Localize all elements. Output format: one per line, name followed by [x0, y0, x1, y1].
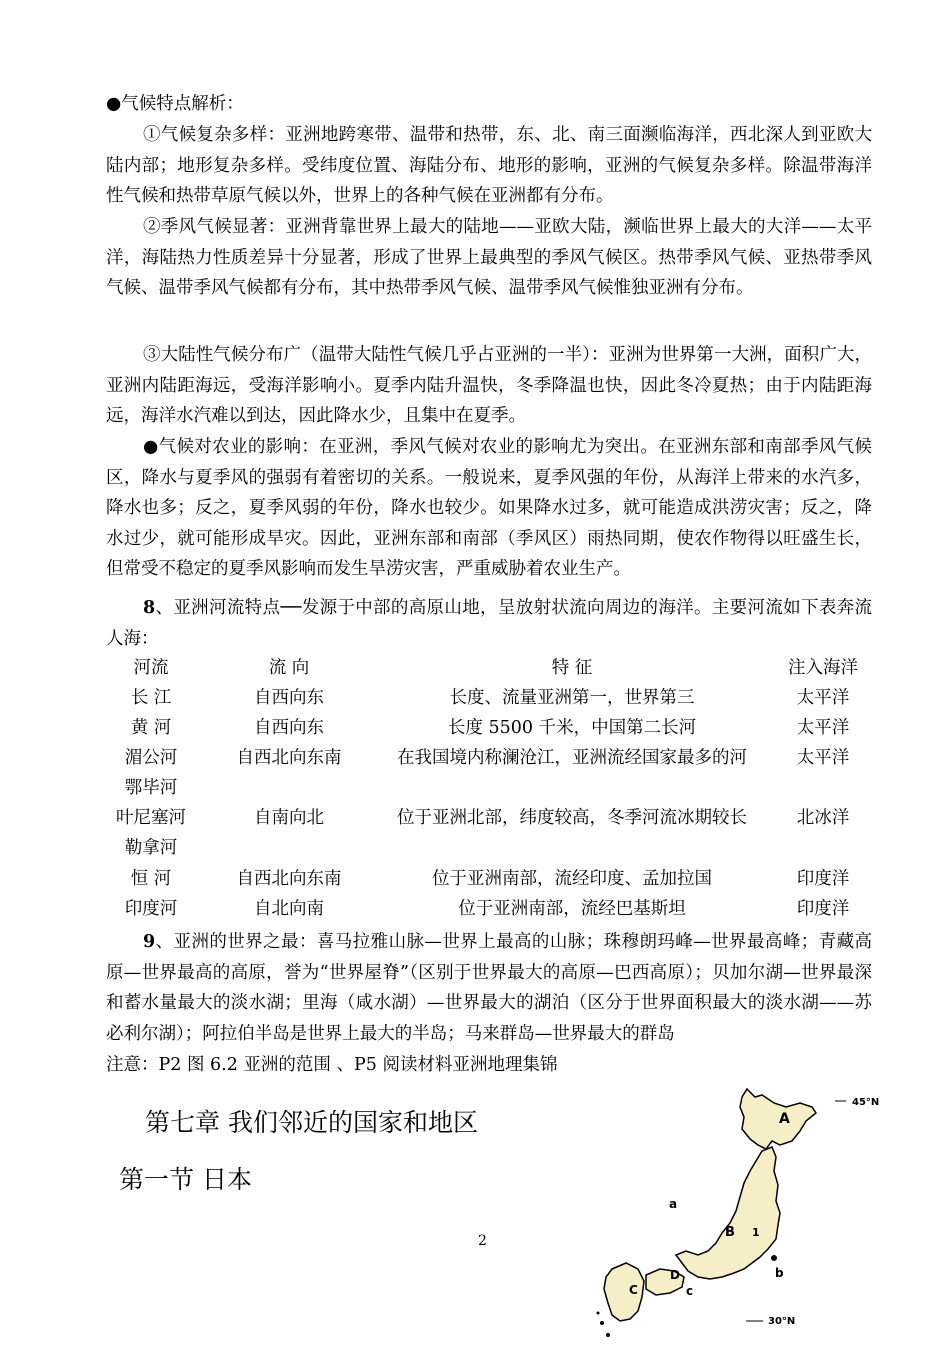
- hokkaido-island: [740, 1089, 816, 1149]
- climate-point-3: ③大陆性气候分布广（温带大陆性气候几乎占亚洲的一半）：亚洲为世界第一大洲，面积广大，亚洲内陆距海远，受海洋影响小。夏季内陆升温快，冬季降温也快，因此冬冷夏热；由于内陆距海远，海洋水汽难以到达，因此降水少，且集中在夏季。: [106, 345, 872, 426]
- rivers-intro-text: 发源于中部的高原山地，呈放射状流向周边的海洋。主要河流如下表奔流人海：: [106, 598, 872, 649]
- island-dot: [600, 1321, 604, 1325]
- note: 注意：P2 图 6.2 亚洲的范围 、P5 阅读材料亚洲地理集锦: [106, 1055, 558, 1075]
- map-label-c-lower: c: [686, 1284, 694, 1298]
- map-label-a-upper: A: [779, 1111, 790, 1127]
- table-row: [106, 833, 872, 863]
- map-label-a-lower: a: [669, 1197, 678, 1211]
- river-feature: 位于亚洲北部，纬度较高，冬季河流冰期较长: [397, 808, 747, 828]
- japan-map-svg: [590, 1083, 950, 1342]
- river-direction: 自南向北: [254, 808, 324, 828]
- river-direction: 自西北向东南: [236, 748, 342, 768]
- chapter-title: 第七章 我们邻近的国家和地区: [145, 1108, 478, 1137]
- table-header-row: [106, 653, 872, 683]
- latitude-45-label: 45°N: [852, 1097, 880, 1108]
- table-header-river: 河流: [133, 658, 169, 678]
- map-label-b-lower: b: [775, 1266, 784, 1280]
- table-header-feature: 特 征: [551, 658, 593, 678]
- honshu-island: [676, 1147, 780, 1279]
- climate-point-1: ①气候复杂多样：亚洲地跨寒带、温带和热带，东、北、南三面濒临海洋，西北深人到亚欧大陆内部；地形复杂多样。受纬度位置、海陆分布、地形的影响，亚洲的气候复杂多样。除温带海洋性气候和热带草原气候以外，世界上的各种气候在亚洲都有分布。: [106, 125, 872, 206]
- records-number: 9: [143, 932, 156, 952]
- rivers-title: 、亚洲河流特点──: [155, 598, 302, 618]
- table-row: [106, 743, 872, 773]
- japan-map: [590, 1083, 950, 1342]
- river-feature: 位于亚洲南部，流经印度、孟加拉国: [432, 869, 712, 889]
- river-direction: 自西向东: [254, 718, 324, 738]
- river-name: 黄 河: [130, 718, 172, 738]
- table-row: [106, 864, 872, 894]
- river-name: 印度河: [124, 899, 178, 919]
- page-number: 2: [478, 1233, 487, 1249]
- table-row: [106, 683, 872, 713]
- rivers-intro: [106, 593, 872, 654]
- river-direction: 自西向东: [254, 688, 324, 708]
- table-row: [106, 713, 872, 743]
- river-name: 叶尼塞河: [116, 808, 186, 828]
- table-row: [106, 803, 872, 833]
- river-ocean: 太平洋: [796, 718, 850, 738]
- table-header-direction: 流 向: [268, 658, 310, 678]
- river-direction: 自北向南: [254, 899, 324, 919]
- climate-point-2: ②季风气候显著：亚洲背靠世界上最大的陆地——亚欧大陆，濒临世界上最大的大洋——太平洋，海陆热力性质差异十分显著，形成了世界上最典型的季风气候区。热带季风气候、亚热带季风气候、温带季风气候都有分布，其中热带季风气候、温带季风气候惟独亚洲有分布。: [106, 217, 872, 298]
- island-dot: [606, 1333, 610, 1337]
- climate-heading: ●气候特点解析：: [106, 94, 244, 114]
- map-label-b-upper: B: [725, 1225, 735, 1240]
- section-title: 第一节 日本: [119, 1165, 252, 1194]
- latitude-30-label: 30°N: [768, 1316, 796, 1327]
- map-label-c-upper: C: [629, 1283, 638, 1297]
- records-text: 、亚洲的世界之最：喜马拉雅山脉—世界上最高的山脉；珠穆朗玛峰—世界最高峰；青藏高原—世界最高的高原，誉为“世界屋脊”（区别于世界最大的高原—巴西高原）；贝加尔湖—世界最深和蓄水量最大的淡水湖；里海（咸水湖）—世界最大的湖泊（区分于世界面积最大的淡水湖——苏必利尔湖）；阿拉伯半岛是世界上最大的半岛；马来群岛—世界最大的群岛: [106, 932, 872, 1044]
- river-ocean: 印度洋: [796, 869, 850, 889]
- world-records: [106, 927, 872, 1049]
- map-label-d-upper: D: [670, 1268, 680, 1282]
- river-ocean: 印度洋: [796, 899, 850, 919]
- river-direction: 自西北向东南: [236, 869, 342, 889]
- river-name: 湄公河: [124, 748, 178, 768]
- river-feature: 位于亚洲南部，流经巴基斯坦: [458, 899, 686, 919]
- river-name: 鄂毕河: [124, 778, 178, 798]
- river-name: 长 江: [130, 688, 172, 708]
- rivers-number: 8: [143, 598, 156, 618]
- island-dot: [771, 1255, 777, 1261]
- map-label-1: 1: [752, 1226, 760, 1239]
- river-name: 恒 河: [130, 869, 172, 889]
- river-feature: 长度 5500 千米，中国第二长河: [447, 718, 697, 738]
- river-name: 勒拿河: [124, 838, 178, 858]
- river-ocean: 太平洋: [796, 688, 850, 708]
- kyushu-island: [604, 1263, 644, 1321]
- climate-agriculture: ●气候对农业的影响：在亚洲，季风气候对农业的影响尤为突出。在亚洲东部和南部季风气候区，降水与夏季风的强弱有着密切的关系。一般说来，夏季风强的年份，从海洋上带来的水汽多，降水也多；反之，夏季风弱的年份，降水也较少。如果降水过多，就可能造成洪涝灾害；反之，降水过少，就可能形成旱灾。因此，亚洲东部和南部（季风区）雨热同期，使农作物得以旺盛生长，但常受不稳定的夏季风影响而发生旱涝灾害，严重威胁着农业生产。: [106, 437, 872, 579]
- river-ocean: 北冰洋: [796, 808, 850, 828]
- table-row: [106, 894, 872, 924]
- river-ocean: 太平洋: [796, 748, 850, 768]
- river-feature: 长度、流量亚洲第一，世界第三: [449, 688, 695, 708]
- river-feature: 在我国境内称澜沧江，亚洲流经国家最多的河: [397, 748, 747, 768]
- table-row: [106, 773, 872, 803]
- island-dot: [597, 1312, 600, 1315]
- table-header-ocean: 注入海洋: [788, 658, 858, 678]
